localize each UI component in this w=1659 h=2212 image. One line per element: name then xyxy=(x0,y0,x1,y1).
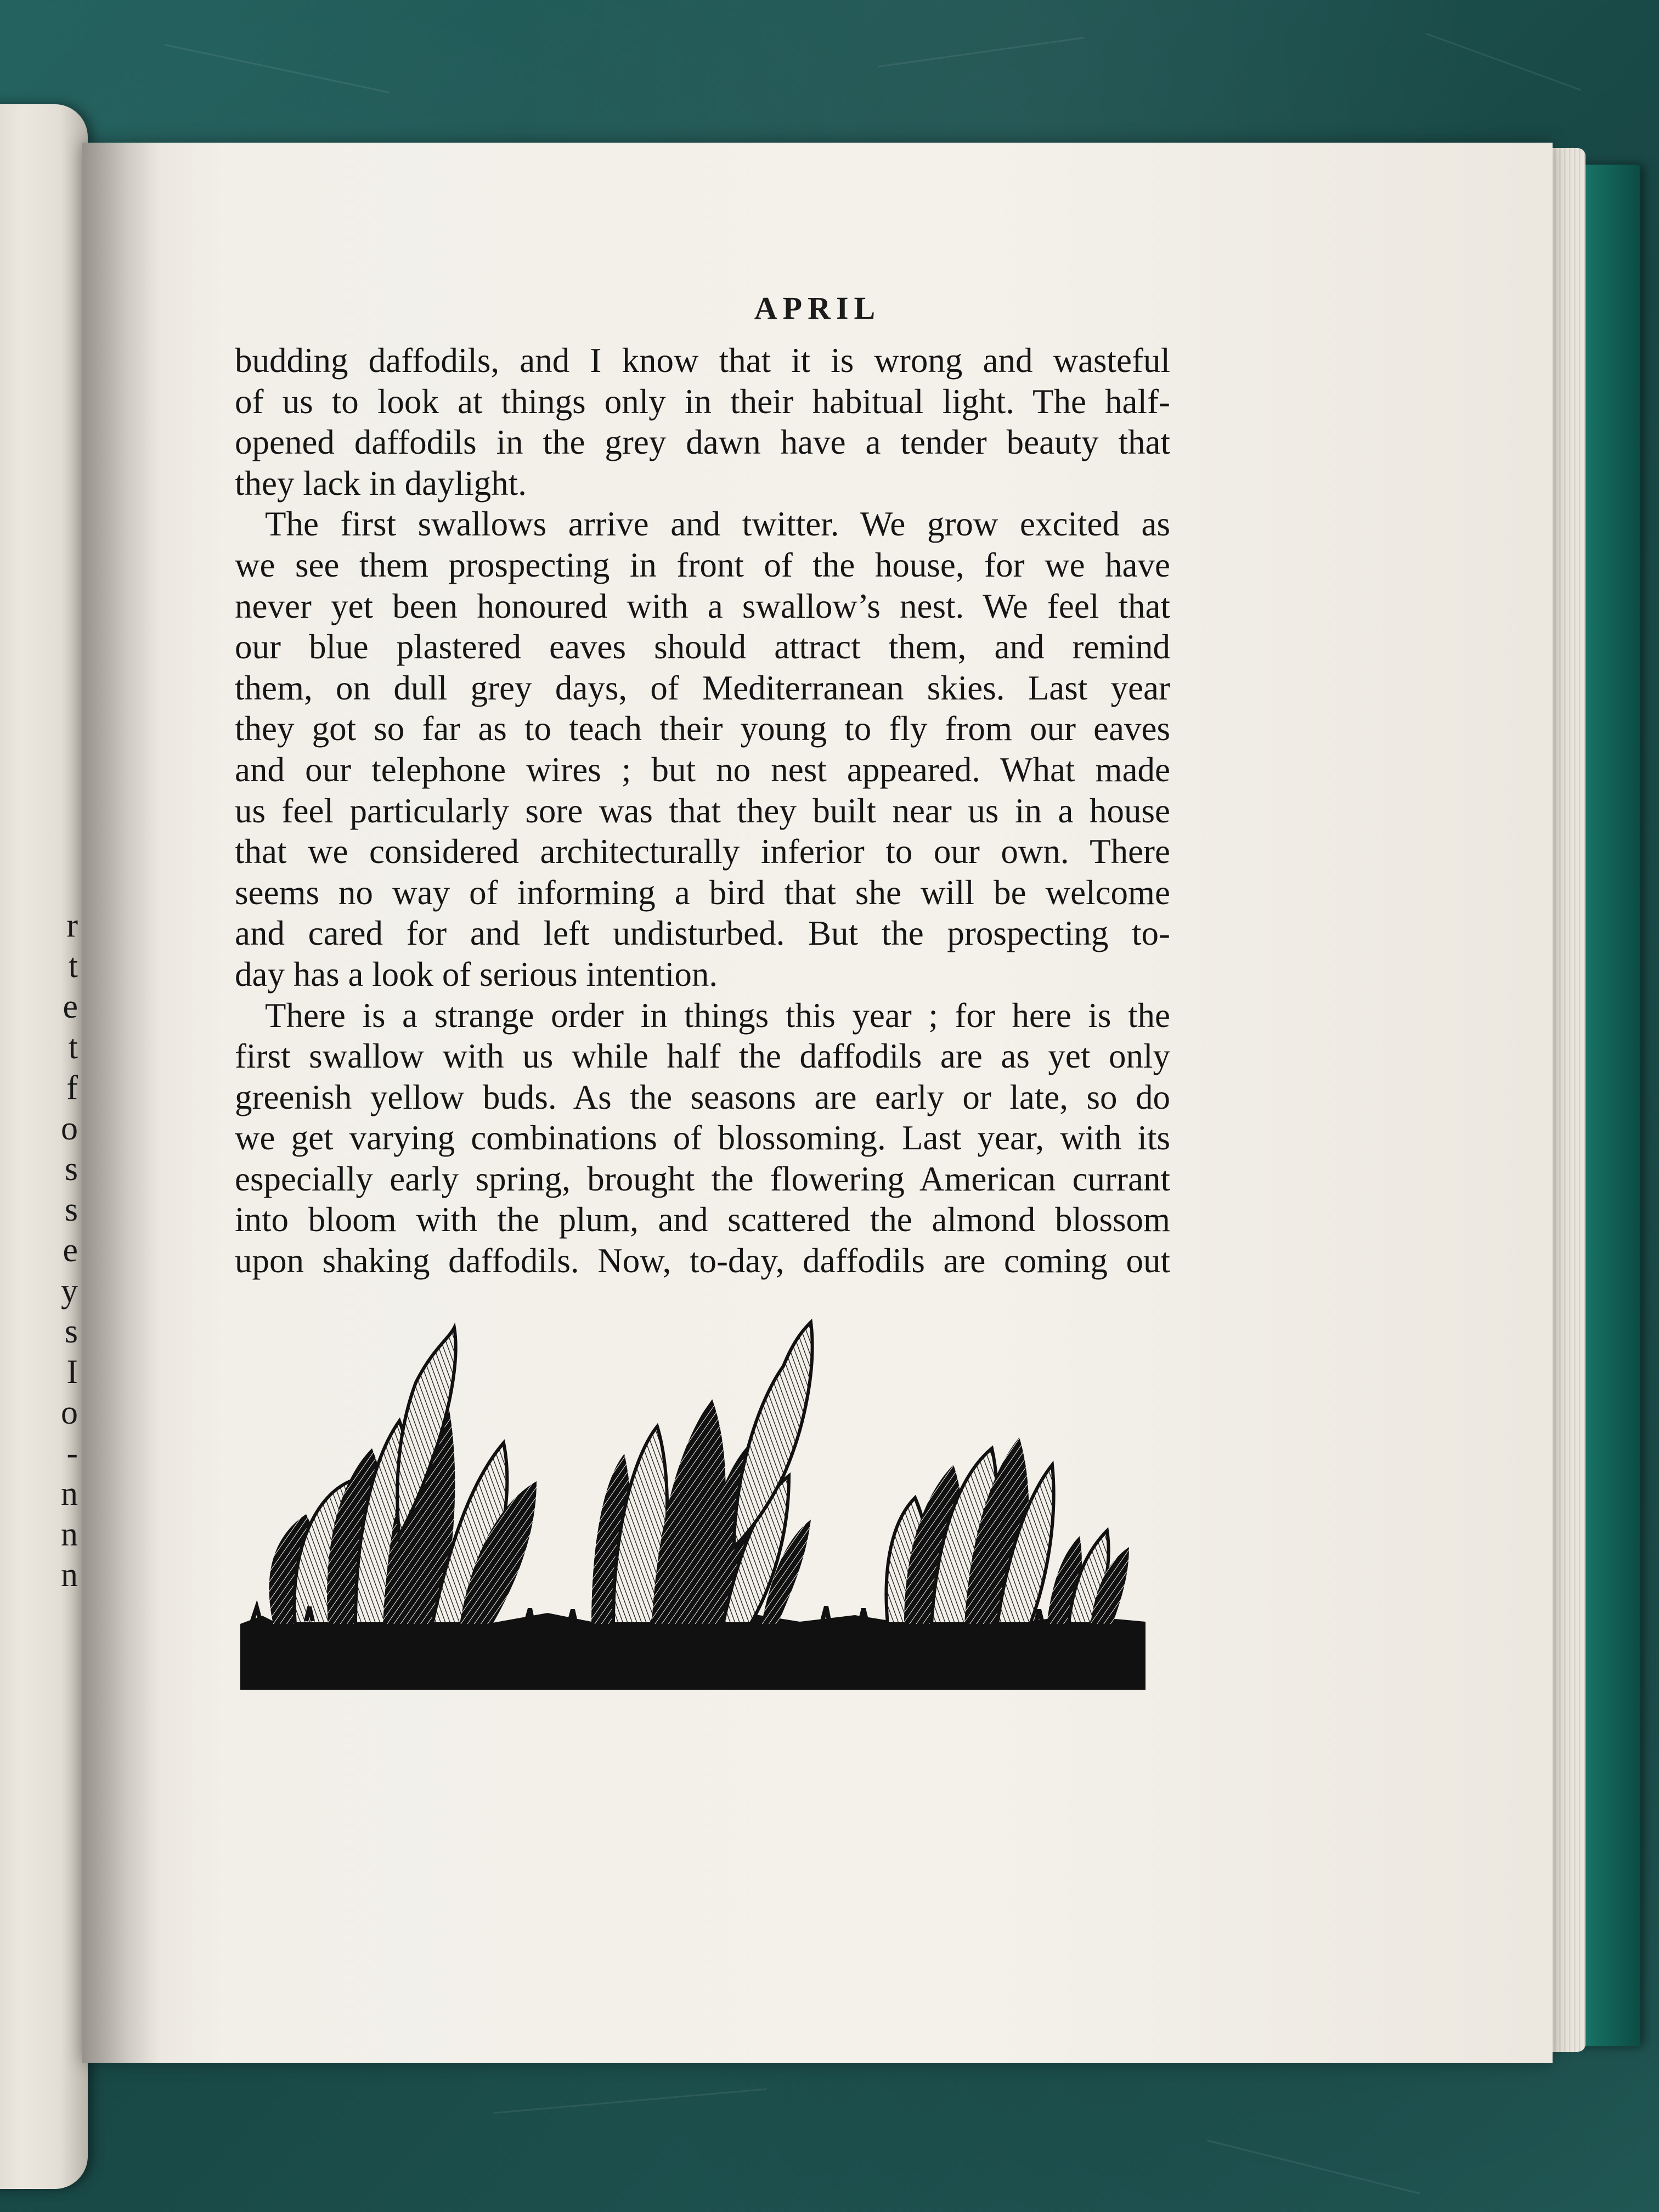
book-page xyxy=(82,143,1553,2063)
facing-page-fragment: s xyxy=(64,1150,78,1188)
text-line: budding daffodils, and I know that it is wrong and wasteful xyxy=(235,341,1170,380)
paragraph xyxy=(235,504,1170,995)
text-line: There is a strange order in things this year ; for here is the xyxy=(265,996,1170,1035)
text-line: first swallow with us while half the daffodils are as yet only xyxy=(235,1037,1170,1076)
text-line: day has a look of serious intention. xyxy=(235,955,718,994)
facing-page-fragment: n xyxy=(61,1556,78,1594)
text-line: greenish yellow buds. As the seasons are early or late, so do xyxy=(235,1077,1170,1116)
text-line: opened daffodils in the grey dawn have a tender beauty that xyxy=(235,423,1170,462)
text-line: we get varying combinations of blossoming. Last year, with its xyxy=(235,1119,1170,1158)
body-text xyxy=(235,340,1170,1282)
facing-page-edge xyxy=(0,104,88,2189)
cloth-texture xyxy=(1426,33,1581,91)
cloth-texture xyxy=(878,37,1085,67)
facing-page-fragment: n xyxy=(61,1516,78,1553)
text-line: we see them prospecting in front of the house, for we have xyxy=(235,545,1170,584)
paragraph xyxy=(235,995,1170,1282)
running-head: APRIL xyxy=(754,290,881,326)
facing-page-fragment: e xyxy=(63,1232,78,1269)
text-line: us feel particularly sore was that they built near us in a house xyxy=(235,791,1170,830)
facing-page-text-fragments xyxy=(61,905,78,1595)
text-line: into bloom with the plum, and scattered the almond blossom xyxy=(235,1200,1170,1239)
facing-page-fragment: o xyxy=(61,1394,78,1431)
text-line: upon shaking daffodils. Now, to-day, daffodils are coming out xyxy=(235,1242,1170,1280)
text-line: seems no way of informing a bird that she will be welcome xyxy=(235,873,1170,912)
facing-page-fragment: y xyxy=(61,1272,78,1310)
cloth-texture xyxy=(1207,2140,1420,2194)
facing-page-fragment: t xyxy=(68,947,78,985)
text-line: them, on dull grey days, of Mediterranean skies. Last year xyxy=(235,668,1170,707)
facing-page-fragment: - xyxy=(66,1435,78,1472)
text-line: they got so far as to teach their young to fly from our eaves xyxy=(235,709,1170,748)
daffodil-bud-woodcut xyxy=(240,1317,1146,1690)
text-line: our blue plastered eaves should attract them, and remind xyxy=(235,628,1170,667)
text-line: never yet been honoured with a swallow’s nest. We feel that xyxy=(235,586,1170,625)
text-line: they lack in daylight. xyxy=(235,464,527,503)
cloth-texture xyxy=(494,2088,767,2114)
facing-page-fragment: o xyxy=(61,1110,78,1147)
facing-page-fragment: r xyxy=(66,907,78,944)
text-line: that we considered architecturally inferior to our own. There xyxy=(235,832,1170,871)
text-line: and our telephone wires ; but no nest appeared. What made xyxy=(235,750,1170,789)
gutter-shadow xyxy=(82,143,159,2063)
text-line: especially early spring, brought the flowering American currant xyxy=(235,1159,1170,1198)
facing-page-fragment: I xyxy=(66,1353,78,1391)
facing-page-fragment: s xyxy=(64,1313,78,1350)
text-line: of us to look at things only in their habitual light. The half- xyxy=(235,382,1170,421)
facing-page-fragment: s xyxy=(64,1191,78,1228)
facing-page-fragment: n xyxy=(61,1475,78,1513)
facing-page-fragment: t xyxy=(68,1029,78,1066)
paragraph xyxy=(235,340,1170,504)
text-line: The first swallows arrive and twitter. We grow excited as xyxy=(265,505,1170,544)
cloth-texture xyxy=(165,44,390,93)
text-line: and cared for and left undisturbed. But the prospecting to- xyxy=(235,914,1170,953)
facing-page-fragment: e xyxy=(63,988,78,1025)
facing-page-fragment: f xyxy=(66,1069,78,1107)
